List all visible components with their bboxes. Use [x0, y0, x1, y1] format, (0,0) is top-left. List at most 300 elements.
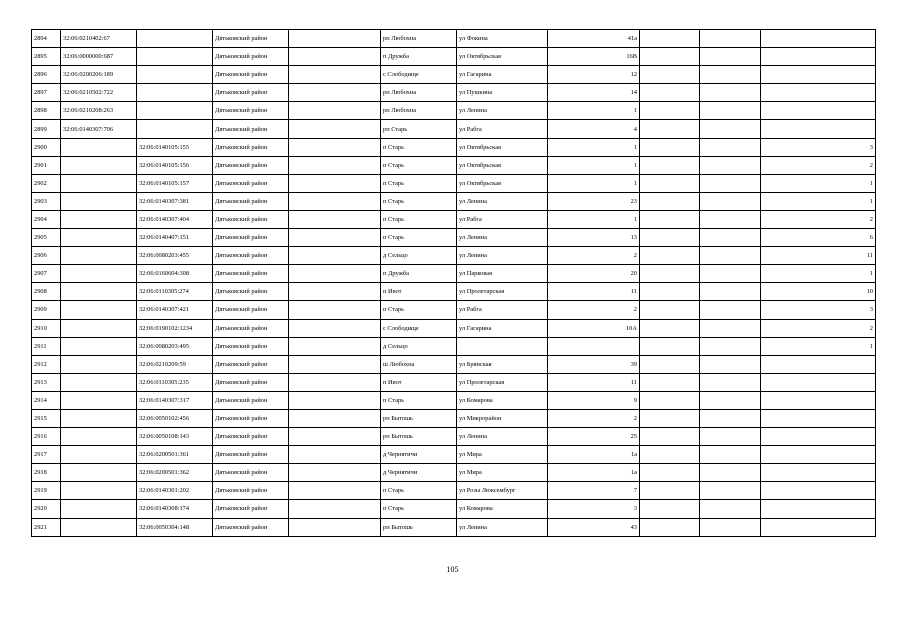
table-cell: п Дружба: [381, 48, 457, 66]
table-cell: 32:06:0140307:706: [61, 120, 137, 138]
table-cell: Дятьковский район: [213, 192, 289, 210]
table-cell: [700, 355, 761, 373]
table-cell: 32:06:0050102:456: [137, 409, 213, 427]
table-cell: [640, 66, 700, 84]
table-cell: 7: [548, 482, 640, 500]
table-cell: ул Мира: [457, 464, 548, 482]
table-cell: [640, 337, 700, 355]
table-cell: [761, 446, 876, 464]
table-row: [32, 210, 876, 228]
table-cell: 32:06:0210502:722: [61, 84, 137, 102]
table-cell: 32:06:0140307:421: [137, 301, 213, 319]
table-row: [32, 247, 876, 265]
table-cell: ул Гагарина: [457, 319, 548, 337]
table-cell: д Сельцо: [381, 247, 457, 265]
table-cell: 41а: [548, 30, 640, 48]
table-cell: [61, 301, 137, 319]
table-cell: Дятьковский район: [213, 247, 289, 265]
table-cell: [137, 102, 213, 120]
table-cell: Дятьковский район: [213, 319, 289, 337]
table-cell: п Старь: [381, 138, 457, 156]
table-cell: [761, 391, 876, 409]
table-cell: [289, 464, 381, 482]
table-cell: [289, 247, 381, 265]
table-cell: [640, 373, 700, 391]
table-cell: Дятьковский район: [213, 500, 289, 518]
table-cell: 10: [761, 283, 876, 301]
table-cell: [289, 283, 381, 301]
table-cell: Дятьковский район: [213, 337, 289, 355]
table-cell: ул Ленина: [457, 192, 548, 210]
table-cell: [640, 210, 700, 228]
table-cell: Дятьковский район: [213, 120, 289, 138]
table-cell: [640, 102, 700, 120]
table-cell: п Дружба: [381, 265, 457, 283]
table-cell: [700, 500, 761, 518]
table-cell: 2901: [32, 156, 61, 174]
table-cell: [289, 337, 381, 355]
table-cell: [289, 391, 381, 409]
table-cell: ул Пушкина: [457, 84, 548, 102]
table-cell: 32:06:0080203:495: [137, 337, 213, 355]
table-cell: п Старь: [381, 301, 457, 319]
table-cell: [61, 229, 137, 247]
table-cell: рп Старь: [381, 120, 457, 138]
table-cell: [289, 174, 381, 192]
table-row: [32, 373, 876, 391]
table-cell: п Старь: [381, 391, 457, 409]
table-cell: ул Октябрьская: [457, 174, 548, 192]
table-cell: 2904: [32, 210, 61, 228]
table-cell: рп Бытошь: [381, 428, 457, 446]
table-cell: [61, 482, 137, 500]
table-cell: с Слободище: [381, 319, 457, 337]
table-cell: 3: [548, 500, 640, 518]
table-cell: ул Брянская: [457, 355, 548, 373]
table-cell: 2908: [32, 283, 61, 301]
table-cell: с Слободище: [381, 66, 457, 84]
table-cell: [640, 518, 700, 536]
table-cell: ул Парковая: [457, 265, 548, 283]
table-cell: 2918: [32, 464, 61, 482]
table-cell: 32:06:0110305:274: [137, 283, 213, 301]
table-cell: ул Октябрьская: [457, 48, 548, 66]
table-cell: 2903: [32, 192, 61, 210]
table-cell: [640, 84, 700, 102]
table-cell: ул Гагарина: [457, 66, 548, 84]
table-cell: [61, 446, 137, 464]
table-cell: [640, 446, 700, 464]
table-cell: 1: [761, 337, 876, 355]
records-table: [31, 29, 876, 537]
table-cell: 2917: [32, 446, 61, 464]
table-cell: [289, 265, 381, 283]
table-cell: 11: [548, 373, 640, 391]
table-cell: [700, 482, 761, 500]
table-cell: [640, 48, 700, 66]
table-cell: п Старь: [381, 229, 457, 247]
table-cell: Дятьковский район: [213, 464, 289, 482]
table-cell: 2894: [32, 30, 61, 48]
table-cell: [640, 355, 700, 373]
table-cell: [61, 156, 137, 174]
table-cell: ул Пролетарская: [457, 373, 548, 391]
table-cell: 32:06:0140308:174: [137, 500, 213, 518]
table-cell: [289, 48, 381, 66]
table-cell: 3: [761, 301, 876, 319]
table-cell: [289, 409, 381, 427]
table-cell: [700, 30, 761, 48]
table-cell: [640, 265, 700, 283]
table-cell: 32:06:0140301:202: [137, 482, 213, 500]
table-cell: Дятьковский район: [213, 409, 289, 427]
table-cell: [761, 84, 876, 102]
table-cell: 32:06:0140307:381: [137, 192, 213, 210]
table-cell: [761, 518, 876, 536]
table-cell: [289, 84, 381, 102]
table-cell: [61, 355, 137, 373]
table-cell: ул Рабга: [457, 301, 548, 319]
table-cell: 2916: [32, 428, 61, 446]
table-cell: [700, 283, 761, 301]
table-cell: п Старь: [381, 174, 457, 192]
table-cell: [640, 138, 700, 156]
table-cell: 1: [548, 156, 640, 174]
table-cell: 32:06:0140105:157: [137, 174, 213, 192]
table-cell: 32:06:0140307:317: [137, 391, 213, 409]
table-cell: [700, 518, 761, 536]
table-cell: Дятьковский район: [213, 355, 289, 373]
table-cell: [640, 464, 700, 482]
table-cell: [700, 120, 761, 138]
table-cell: [61, 192, 137, 210]
table-cell: 9: [548, 391, 640, 409]
table-cell: 32:06:0200501:362: [137, 464, 213, 482]
table-row: [32, 229, 876, 247]
table-cell: Дятьковский район: [213, 482, 289, 500]
table-row: [32, 391, 876, 409]
table-cell: 11: [548, 283, 640, 301]
table-cell: [700, 102, 761, 120]
table-cell: п Старь: [381, 500, 457, 518]
table-cell: 2896: [32, 66, 61, 84]
table-cell: 32:06:0050304:148: [137, 518, 213, 536]
table-cell: 12: [548, 66, 640, 84]
table-cell: [137, 120, 213, 138]
table-cell: [61, 337, 137, 355]
table-cell: [61, 138, 137, 156]
table-row: [32, 84, 876, 102]
table-cell: ул Октябрьская: [457, 138, 548, 156]
table-cell: 2907: [32, 265, 61, 283]
table-cell: [61, 174, 137, 192]
table-row: [32, 355, 876, 373]
table-cell: [700, 373, 761, 391]
table-row: [32, 156, 876, 174]
table-cell: 1: [761, 265, 876, 283]
table-cell: 2906: [32, 247, 61, 265]
table-cell: 2: [761, 319, 876, 337]
table-cell: 39: [548, 355, 640, 373]
table-cell: [289, 446, 381, 464]
table-cell: [700, 428, 761, 446]
table-cell: [61, 210, 137, 228]
table-cell: 2895: [32, 48, 61, 66]
table-cell: [700, 337, 761, 355]
table-cell: 2: [548, 247, 640, 265]
table-cell: [700, 138, 761, 156]
table-cell: рп Любохна: [381, 30, 457, 48]
table-cell: 11: [761, 247, 876, 265]
table-row: [32, 102, 876, 120]
table-cell: Дятьковский район: [213, 391, 289, 409]
table-row: [32, 482, 876, 500]
table-cell: ул Ленина: [457, 247, 548, 265]
table-cell: [700, 210, 761, 228]
table-cell: [640, 247, 700, 265]
table-cell: [548, 337, 640, 355]
table-cell: 32:06:0080203:455: [137, 247, 213, 265]
table-cell: [700, 229, 761, 247]
table-cell: ул Мира: [457, 446, 548, 464]
table-cell: 25: [548, 428, 640, 446]
table-cell: [761, 48, 876, 66]
table-cell: [700, 446, 761, 464]
table-row: [32, 409, 876, 427]
table-cell: 2899: [32, 120, 61, 138]
table-cell: 2910: [32, 319, 61, 337]
table-cell: ул Комарова: [457, 391, 548, 409]
table-cell: 2913: [32, 373, 61, 391]
table-cell: 32:06:0140307:404: [137, 210, 213, 228]
table-cell: ул Комарова: [457, 500, 548, 518]
table-cell: 1: [548, 138, 640, 156]
table-cell: 32:06:0160604:308: [137, 265, 213, 283]
table-cell: 1а: [548, 446, 640, 464]
table-cell: п Старь: [381, 482, 457, 500]
table-cell: п Старь: [381, 210, 457, 228]
table-cell: [61, 373, 137, 391]
table-cell: [289, 192, 381, 210]
table-cell: 6: [761, 229, 876, 247]
table-cell: [700, 301, 761, 319]
table-cell: Дятьковский район: [213, 229, 289, 247]
table-cell: 2: [548, 301, 640, 319]
table-cell: [640, 409, 700, 427]
table-cell: ш Любохна: [381, 355, 457, 373]
table-cell: 2920: [32, 500, 61, 518]
table-cell: Дятьковский район: [213, 518, 289, 536]
table-cell: 1: [761, 192, 876, 210]
table-cell: [289, 30, 381, 48]
table-cell: 2898: [32, 102, 61, 120]
table-cell: [289, 428, 381, 446]
table-cell: 2911: [32, 337, 61, 355]
table-cell: 20: [548, 265, 640, 283]
table-cell: 32:06:0000000:687: [61, 48, 137, 66]
table-cell: [761, 30, 876, 48]
table-cell: [761, 355, 876, 373]
table-cell: д Сельцо: [381, 337, 457, 355]
table-cell: Дятьковский район: [213, 30, 289, 48]
table-cell: [289, 373, 381, 391]
table-cell: [700, 156, 761, 174]
table-row: [32, 138, 876, 156]
table-cell: ул Рабга: [457, 210, 548, 228]
table-cell: ул Пролетарская: [457, 283, 548, 301]
table-cell: [289, 319, 381, 337]
table-cell: [761, 120, 876, 138]
table-cell: п Старь: [381, 156, 457, 174]
table-row: [32, 66, 876, 84]
table-row: [32, 192, 876, 210]
table-row: [32, 500, 876, 518]
table-cell: Дятьковский район: [213, 283, 289, 301]
table-cell: 1: [548, 102, 640, 120]
table-cell: [640, 428, 700, 446]
table-cell: 32:06:0200206:189: [61, 66, 137, 84]
table-cell: [61, 283, 137, 301]
table-cell: [761, 482, 876, 500]
table-cell: [61, 409, 137, 427]
table-cell: [761, 66, 876, 84]
table-cell: [640, 283, 700, 301]
table-row: [32, 518, 876, 536]
table-cell: [700, 409, 761, 427]
table-row: [32, 464, 876, 482]
table-cell: 2921: [32, 518, 61, 536]
table-cell: Дятьковский район: [213, 210, 289, 228]
table-cell: 1: [761, 174, 876, 192]
table-cell: [289, 156, 381, 174]
table-cell: [61, 265, 137, 283]
table-body: [32, 30, 876, 537]
table-row: [32, 446, 876, 464]
table-cell: [761, 464, 876, 482]
table-row: [32, 428, 876, 446]
table-cell: [289, 301, 381, 319]
table-cell: [640, 301, 700, 319]
table-row: [32, 301, 876, 319]
table-cell: 14: [548, 84, 640, 102]
table-cell: [640, 319, 700, 337]
table-cell: ул Микрорайон: [457, 409, 548, 427]
table-cell: [457, 337, 548, 355]
table-cell: 2: [761, 210, 876, 228]
table-cell: [640, 174, 700, 192]
table-cell: Дятьковский район: [213, 48, 289, 66]
table-cell: [700, 319, 761, 337]
table-cell: ул Ленина: [457, 428, 548, 446]
table-cell: 2919: [32, 482, 61, 500]
table-cell: [289, 482, 381, 500]
table-cell: 32:06:0050108:143: [137, 428, 213, 446]
table-cell: 32:06:0200501:361: [137, 446, 213, 464]
table-cell: ул Ленина: [457, 518, 548, 536]
table-cell: [137, 48, 213, 66]
table-cell: [640, 482, 700, 500]
table-cell: п Ивот: [381, 373, 457, 391]
table-cell: д Чернятичи: [381, 446, 457, 464]
table-cell: 1: [548, 210, 640, 228]
table-cell: рп Бытошь: [381, 409, 457, 427]
table-cell: [289, 210, 381, 228]
table-cell: Дятьковский район: [213, 428, 289, 446]
table-cell: 16В: [548, 48, 640, 66]
table-cell: 13: [548, 229, 640, 247]
table-cell: Дятьковский район: [213, 373, 289, 391]
table-cell: [761, 102, 876, 120]
table-cell: ул Ленина: [457, 102, 548, 120]
table-cell: [700, 247, 761, 265]
table-cell: [640, 500, 700, 518]
table-cell: 3: [761, 138, 876, 156]
table-cell: 43: [548, 518, 640, 536]
table-cell: [700, 464, 761, 482]
table-cell: 32:06:0190102:1234: [137, 319, 213, 337]
table-cell: [761, 373, 876, 391]
table-cell: 32:06:0210402:67: [61, 30, 137, 48]
table-cell: [761, 409, 876, 427]
table-row: [32, 48, 876, 66]
table-cell: [137, 66, 213, 84]
table-cell: [640, 120, 700, 138]
table-cell: Дятьковский район: [213, 446, 289, 464]
table-cell: рп Бытошь: [381, 518, 457, 536]
table-cell: [640, 192, 700, 210]
table-cell: Дятьковский район: [213, 84, 289, 102]
table-cell: ул Рабга: [457, 120, 548, 138]
table-cell: 2914: [32, 391, 61, 409]
table-cell: ул Фокина: [457, 30, 548, 48]
table-cell: Дятьковский район: [213, 301, 289, 319]
table-cell: 2909: [32, 301, 61, 319]
table-cell: [700, 174, 761, 192]
table-cell: 23: [548, 192, 640, 210]
table-row: [32, 265, 876, 283]
table-cell: 2915: [32, 409, 61, 427]
table-cell: [289, 102, 381, 120]
table-cell: [700, 391, 761, 409]
table-cell: 2912: [32, 355, 61, 373]
table-cell: 2: [761, 156, 876, 174]
table-cell: [700, 265, 761, 283]
table-cell: [289, 66, 381, 84]
table-cell: 2905: [32, 229, 61, 247]
table-row: [32, 319, 876, 337]
table-cell: [61, 500, 137, 518]
table-cell: [61, 247, 137, 265]
table-cell: 32:06:0110305:235: [137, 373, 213, 391]
table-cell: [289, 229, 381, 247]
table-cell: [289, 120, 381, 138]
table-cell: [289, 500, 381, 518]
table-cell: [61, 428, 137, 446]
table-cell: [289, 355, 381, 373]
table-cell: [640, 391, 700, 409]
table-cell: Дятьковский район: [213, 156, 289, 174]
table-cell: [700, 66, 761, 84]
table-cell: 1: [548, 174, 640, 192]
table-row: [32, 120, 876, 138]
table-cell: д Чернятичи: [381, 464, 457, 482]
table-cell: Дятьковский район: [213, 102, 289, 120]
table-row: [32, 337, 876, 355]
table-cell: ул Розы Люксембург: [457, 482, 548, 500]
table-cell: п Старь: [381, 192, 457, 210]
table-cell: 32:06:0140407:151: [137, 229, 213, 247]
table-cell: [61, 391, 137, 409]
